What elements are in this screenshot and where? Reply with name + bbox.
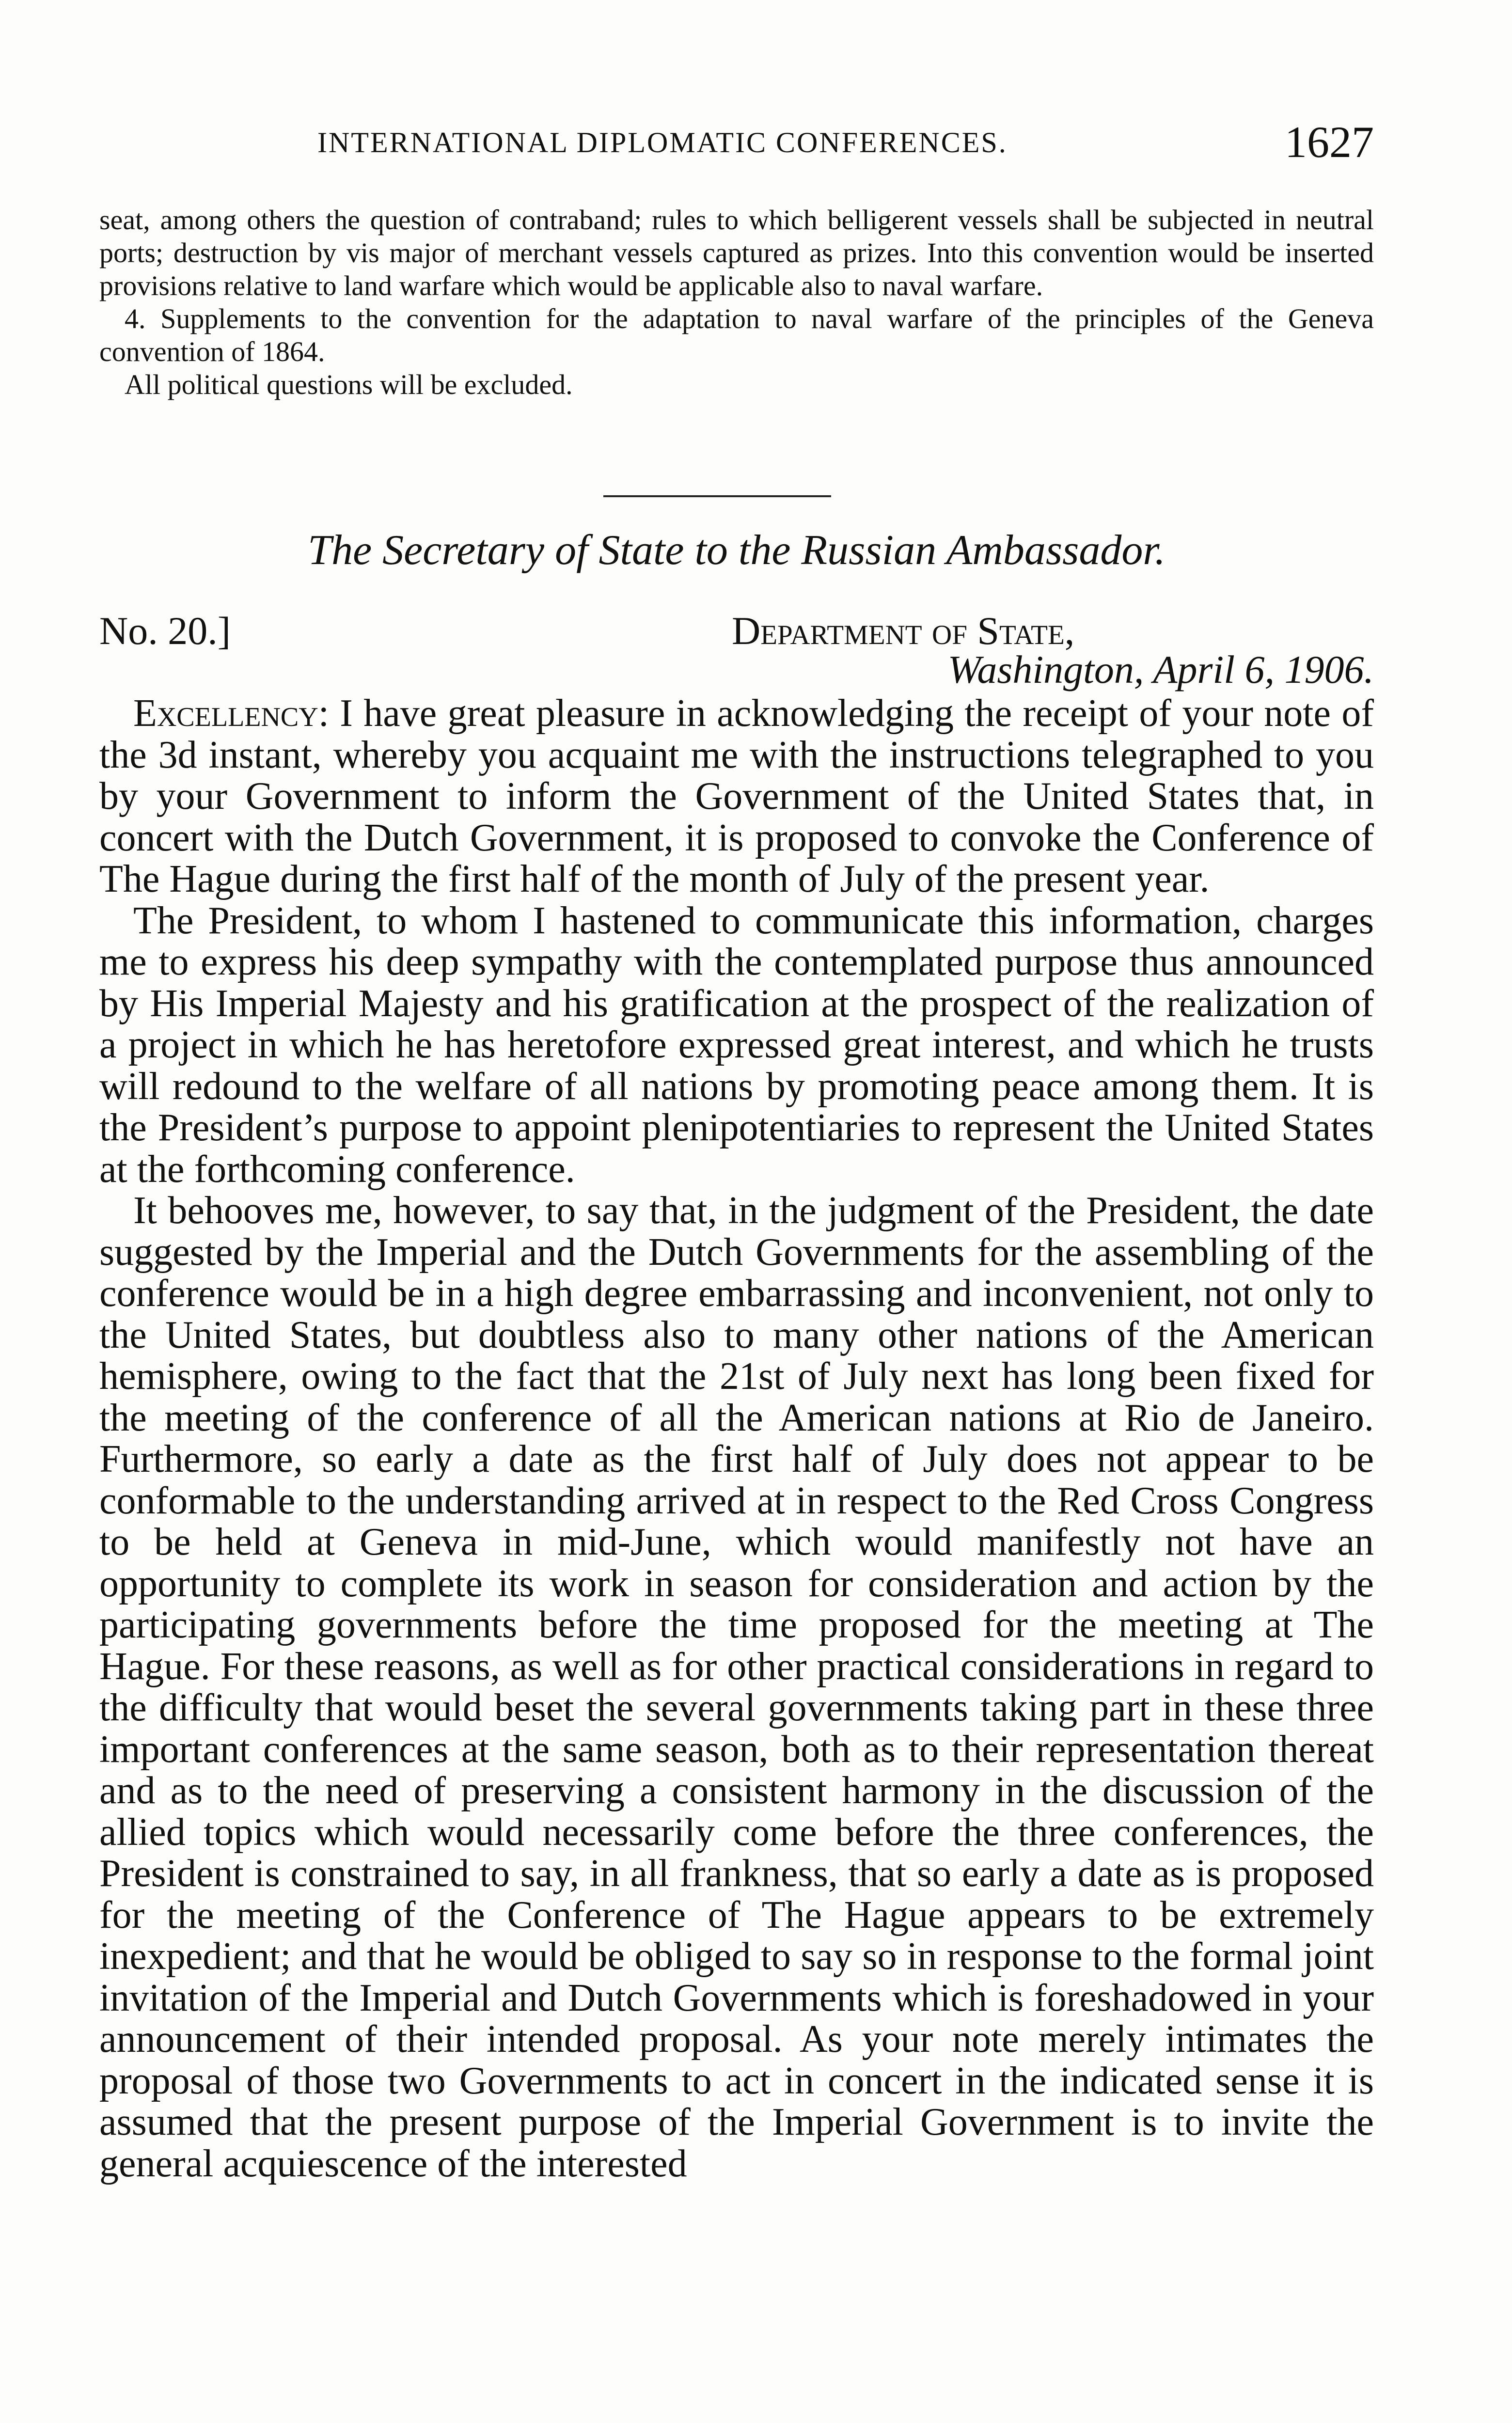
continued-paragraph: seat, among others the question of contraband; rules to which belligerent vessels shall be subjected in neutral ports; destruction by vis major of merchant vessels captured as prizes. Into this convention would be inserted provisions relative to land warfare which would be applicable also to naval warfare. [99,204,1374,301]
letter-paragraph: It behooves me, however, to say that, in the judgment of the President, the date suggested by the Imperial and the Dutch Governments for the assembling of the conference would be in a high degree embarrassing and inconvenient, not only to the United States, but doubtless also to many other nations of the American hemisphere, owing to the fact that the 21st of July next has long been fixed for the meeting of the conference of all the American nations at Rio de Janeiro. Furthermore, so early a date as the first half of July does not appear to be conformable to the understanding arrived at in respect to the Red Cross Congress to be held at Geneva in mid-June, which would manifestly not have an opportunity to complete its work in season for consideration and action by the participating governments before the time proposed for the meeting at The Hague. For these reasons, as well as for other practical considerations in regard to the difficulty that would beset the several governments taking part in these three important conferences at the same season, both as to their representation thereat and as to the need of preserving a consistent harmony in the discussion of the allied topics which would necessarily come before the three conferences, the President is constrained to say, in all frankness, that so early a date as is proposed for the meeting of the Conference of The Hague appears to be extremely inexpedient; and that he would be obliged to say so in response to the formal joint invitation of the Imperial and Dutch Governments which is foreshadowed in your announcement of their intended proposal. As your note merely intimates the proposal of those two Governments to act in concert in the indicated sense it is assumed that the present purpose of the Imperial Government is to invite the general acquiescence of the interested [99,1189,1374,2185]
supplement-item: 4. Supplements to the convention for the adaptation to naval warfare of the principles of the Geneva convention of 1864. [99,303,1374,367]
place-date: Washington, April 6, 1906. [947,647,1374,692]
continued-text [99,204,1374,401]
letter-meta [99,608,1374,693]
running-header [99,117,1374,184]
page-number: 1627 [1285,117,1374,167]
exclusion-note: All political questions will be excluded. [125,369,573,400]
letter-heading: The Secretary of State to the Russian Ambassador. [308,527,1166,574]
section-divider [603,495,831,497]
letter-paragraph: The President, to whom I hastened to communicate this information, charges me to express his deep sympathy with the contemplated purpose thus announced by His Imperial Majesty and his gratification at the prospect of the realization of a project in which he has heretofore expressed great interest, and which he trusts will redound to the welfare of all nations by promoting peace among them. It is the President’s purpose to appoint plenipotentiaries to represent the United States at the forthcoming conference. [99,899,1374,1191]
paragraph-text: I have great pleasure in acknowledging the receipt of your note of the 3d instant, whereby you acquaint me with the instructions telegraphed to you by your Government to inform the Government of the United States that, in concert with the Dutch Government, it is proposed to convoke the Conference of The Hague during the first half of the month of July of the present year. [99,692,1374,900]
letter-body [99,693,1374,2185]
salutation: Excellency: [133,692,329,735]
letter-paragraph [99,693,1374,900]
department-name: Department of State, [732,609,1075,653]
running-title: INTERNATIONAL DIPLOMATIC CONFERENCES. [317,126,1008,158]
letter-number: No. 20.] [99,609,231,653]
